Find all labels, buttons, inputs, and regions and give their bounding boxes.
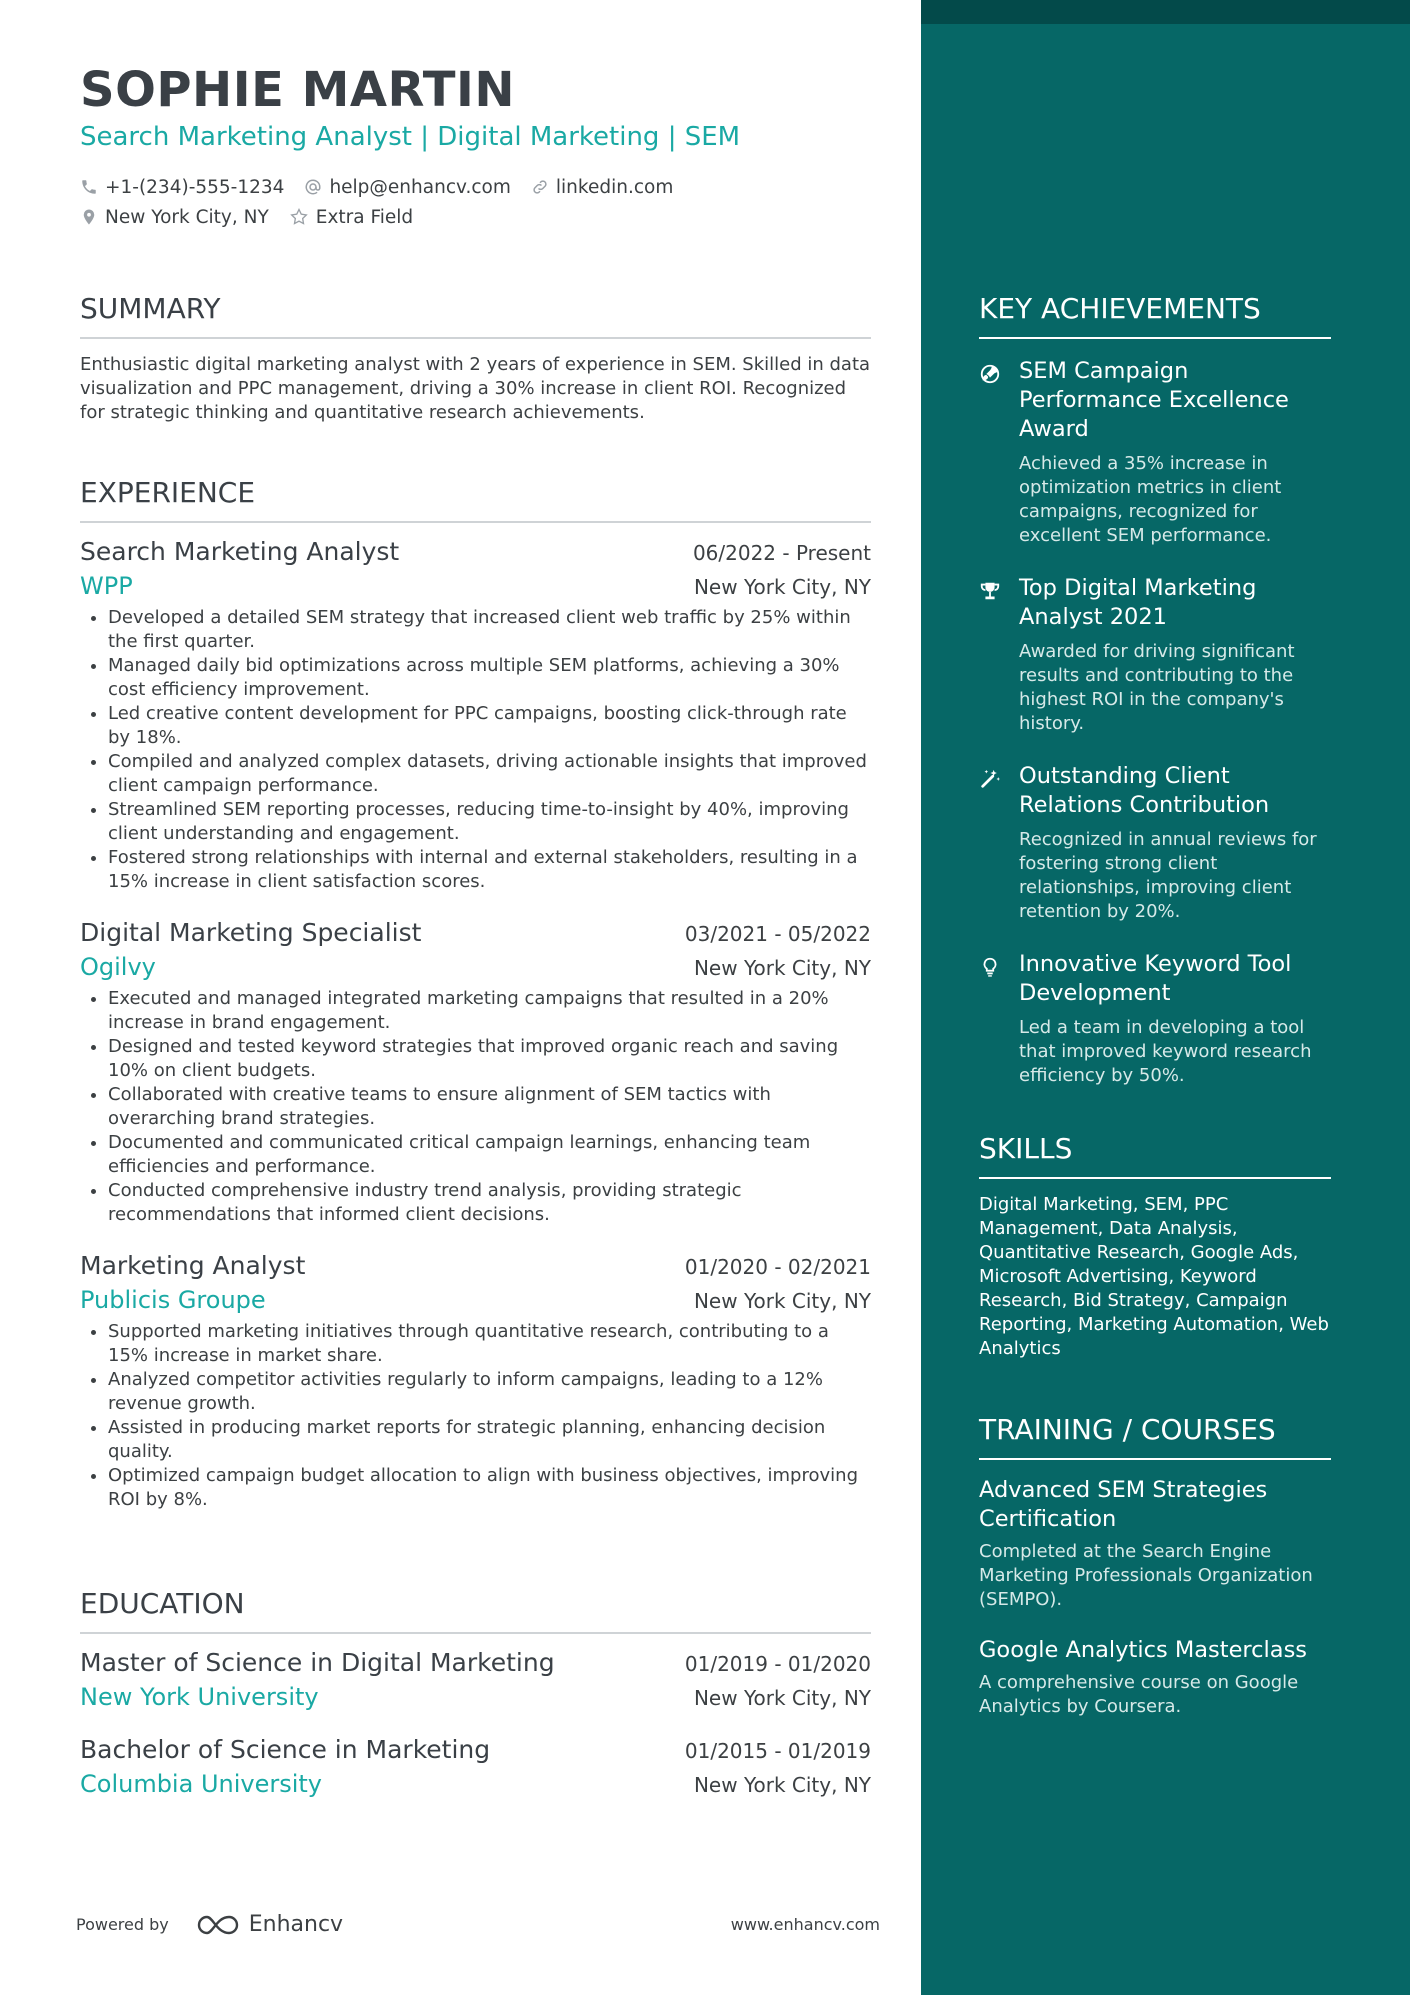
contact-info <box>80 172 693 232</box>
phone-icon <box>80 178 98 196</box>
achievement-item <box>979 762 1331 924</box>
job-bullets <box>80 1320 871 1512</box>
list-item: • Supported marketing initiatives through quantitative research, contributing to a 15% increase in market share. <box>108 1320 871 1368</box>
education-location: New York City, NY <box>693 1773 871 1797</box>
location-pin-icon <box>80 208 98 226</box>
achievement-title: Outstanding Client Relations Contribution <box>1019 763 1270 818</box>
degree: Master of Science in Digital Marketing <box>80 1648 555 1677</box>
job-location: New York City, NY <box>693 575 871 599</box>
powered-by-label: Powered by <box>76 1915 169 1934</box>
achievement-item <box>979 950 1331 1088</box>
footer-site-link[interactable]: www.enhancv.com <box>730 1915 880 1934</box>
list-item: • Fostered strong relationships with internal and external stakeholders, resulting in a 15% increase in client satisfaction scores. <box>108 846 871 894</box>
location-text: New York City, NY <box>105 206 269 228</box>
summary-heading: SUMMARY <box>80 292 871 339</box>
achievement-title: Innovative Keyword Tool Development <box>1019 951 1292 1006</box>
experience-section <box>80 476 871 1512</box>
skills-section <box>979 1132 1331 1361</box>
experience-heading: EXPERIENCE <box>80 476 871 523</box>
list-item: • Developed a detailed SEM strategy that increased client web traffic by 25% within the first quarter. <box>108 606 871 654</box>
skills-text: Digital Marketing, SEM, PPC Management, Data Analysis, Quantitative Research, Google Ads, Microsoft Advertising, Keyword Research, Bid Strategy, Campaign Reporting, Marketing Automation, Web Analytics <box>979 1194 1329 1359</box>
job-company[interactable]: WPP <box>80 572 133 600</box>
training-section <box>979 1413 1331 1719</box>
list-item: • Collaborated with creative teams to ensure alignment of SEM tactics with overarching brand strategies. <box>108 1083 871 1131</box>
education-entry <box>80 1648 871 1711</box>
job-role: Search Marketing Analyst <box>80 537 400 566</box>
job-company[interactable]: Publicis Groupe <box>80 1286 266 1314</box>
magic-wand-icon <box>979 768 1001 790</box>
education-dates: 01/2015 - 01/2019 <box>684 1739 871 1763</box>
contact-linkedin[interactable] <box>531 177 673 198</box>
achievement-desc: Achieved a 35% increase in optimization metrics in client campaigns, recognized for excellent SEM performance. <box>1019 453 1282 546</box>
contact-extra <box>289 207 413 228</box>
school[interactable]: Columbia University <box>80 1770 323 1798</box>
candidate-title: Search Marketing Analyst | Digital Marketing | SEM <box>80 122 741 152</box>
list-item: • Assisted in producing market reports for strategic planning, enhancing decision quality. <box>108 1416 871 1464</box>
brand-name: Enhancv <box>248 1912 344 1937</box>
list-item: • Documented and communicated critical campaign learnings, enhancing team efficiencies and performance. <box>108 1131 871 1179</box>
job-location: New York City, NY <box>693 1289 871 1313</box>
achievements-heading: KEY ACHIEVEMENTS <box>979 292 1331 339</box>
achievement-item <box>979 357 1331 548</box>
skills-heading: SKILLS <box>979 1132 1331 1179</box>
education-heading: EDUCATION <box>80 1587 871 1634</box>
school[interactable]: New York University <box>80 1683 319 1711</box>
list-item: • Managed daily bid optimizations across multiple SEM platforms, achieving a 30% cost efficiency improvement. <box>108 654 871 702</box>
list-item: • Designed and tested keyword strategies that improved organic reach and saving 10% on client budgets. <box>108 1035 871 1083</box>
job-entry <box>80 537 871 894</box>
achievement-desc: Recognized in annual reviews for fostering strong client relationships, improving client retention by 20%. <box>1019 829 1317 922</box>
summary-text: Enthusiastic digital marketing analyst with 2 years of experience in SEM. Skilled in data visualization and PPC management, driving a 30% increase in client ROI. Recognized for strategic thinking and quantitative research achievements. <box>80 354 871 423</box>
brand-logo[interactable] <box>195 1912 343 1937</box>
education-dates: 01/2019 - 01/2020 <box>684 1652 871 1676</box>
list-item: • Led creative content development for PPC campaigns, boosting click-through rate by 18%. <box>108 702 871 750</box>
job-dates: 06/2022 - Present <box>692 541 871 565</box>
course-desc: A comprehensive course on Google Analytics by Coursera. <box>979 1672 1299 1717</box>
phone-text: +1-(234)-555-1234 <box>105 176 285 198</box>
linkedin-text: linkedin.com <box>555 176 674 198</box>
email-text: help@enhancv.com <box>329 176 511 198</box>
achievement-desc: Led a team in developing a tool that improved keyword research efficiency by 50%. <box>1019 1017 1312 1086</box>
achievement-title: SEM Campaign Performance Excellence Award <box>1019 358 1289 442</box>
education-section <box>80 1587 871 1798</box>
contact-phone[interactable] <box>80 177 284 198</box>
at-icon <box>304 178 322 196</box>
education-location: New York City, NY <box>693 1686 871 1710</box>
candidate-name: SOPHIE MARTIN <box>80 62 516 118</box>
job-dates: 01/2020 - 02/2021 <box>684 1255 871 1279</box>
list-item: • Analyzed competitor activities regularly to inform campaigns, leading to a 12% revenue growth. <box>108 1368 871 1416</box>
list-item: • Streamlined SEM reporting processes, reducing time-to-insight by 40%, improving client understanding and engagement. <box>108 798 871 846</box>
contact-location <box>80 207 269 228</box>
job-location: New York City, NY <box>693 956 871 980</box>
achievements-section <box>979 292 1331 1088</box>
job-role: Digital Marketing Specialist <box>80 918 422 947</box>
contact-email[interactable] <box>304 177 510 198</box>
education-entry <box>80 1735 871 1798</box>
rocket-icon <box>979 363 1001 385</box>
extra-text: Extra Field <box>315 206 414 228</box>
job-bullets <box>80 987 871 1227</box>
job-entry <box>80 1251 871 1512</box>
summary-section <box>80 292 871 425</box>
job-entry <box>80 918 871 1227</box>
course-title: Google Analytics Masterclass <box>979 1637 1308 1663</box>
achievement-item <box>979 574 1331 736</box>
job-dates: 03/2021 - 05/2022 <box>684 922 871 946</box>
trophy-icon <box>979 580 1001 602</box>
list-item: • Executed and managed integrated marketing campaigns that resulted in a 20% increase in brand engagement. <box>108 987 871 1035</box>
job-role: Marketing Analyst <box>80 1251 306 1280</box>
list-item: • Optimized campaign budget allocation to align with business objectives, improving ROI by 8%. <box>108 1464 871 1512</box>
course-item <box>979 1476 1331 1612</box>
lightbulb-icon <box>979 956 1001 978</box>
degree: Bachelor of Science in Marketing <box>80 1735 491 1764</box>
list-item: • Conducted comprehensive industry trend analysis, providing strategic recommendations that informed client decisions. <box>108 1179 871 1227</box>
course-title: Advanced SEM Strategies Certification <box>979 1477 1268 1532</box>
course-desc: Completed at the Search Engine Marketing Professionals Organization (SEMPO). <box>979 1541 1313 1610</box>
job-company[interactable]: Ogilvy <box>80 953 156 981</box>
link-icon <box>531 178 549 196</box>
course-item <box>979 1636 1331 1719</box>
achievement-title: Top Digital Marketing Analyst 2021 <box>1019 575 1257 630</box>
list-item: • Compiled and analyzed complex datasets, driving actionable insights that improved client campaign performance. <box>108 750 871 798</box>
training-heading: TRAINING / COURSES <box>979 1413 1331 1460</box>
star-icon <box>289 207 309 227</box>
job-bullets <box>80 606 871 894</box>
footer <box>76 1912 880 1937</box>
sidebar-top-band <box>921 0 1410 24</box>
achievement-desc: Awarded for driving significant results and contributing to the highest ROI in the company's history. <box>1019 641 1295 734</box>
enhancv-logo-icon <box>195 1913 241 1937</box>
